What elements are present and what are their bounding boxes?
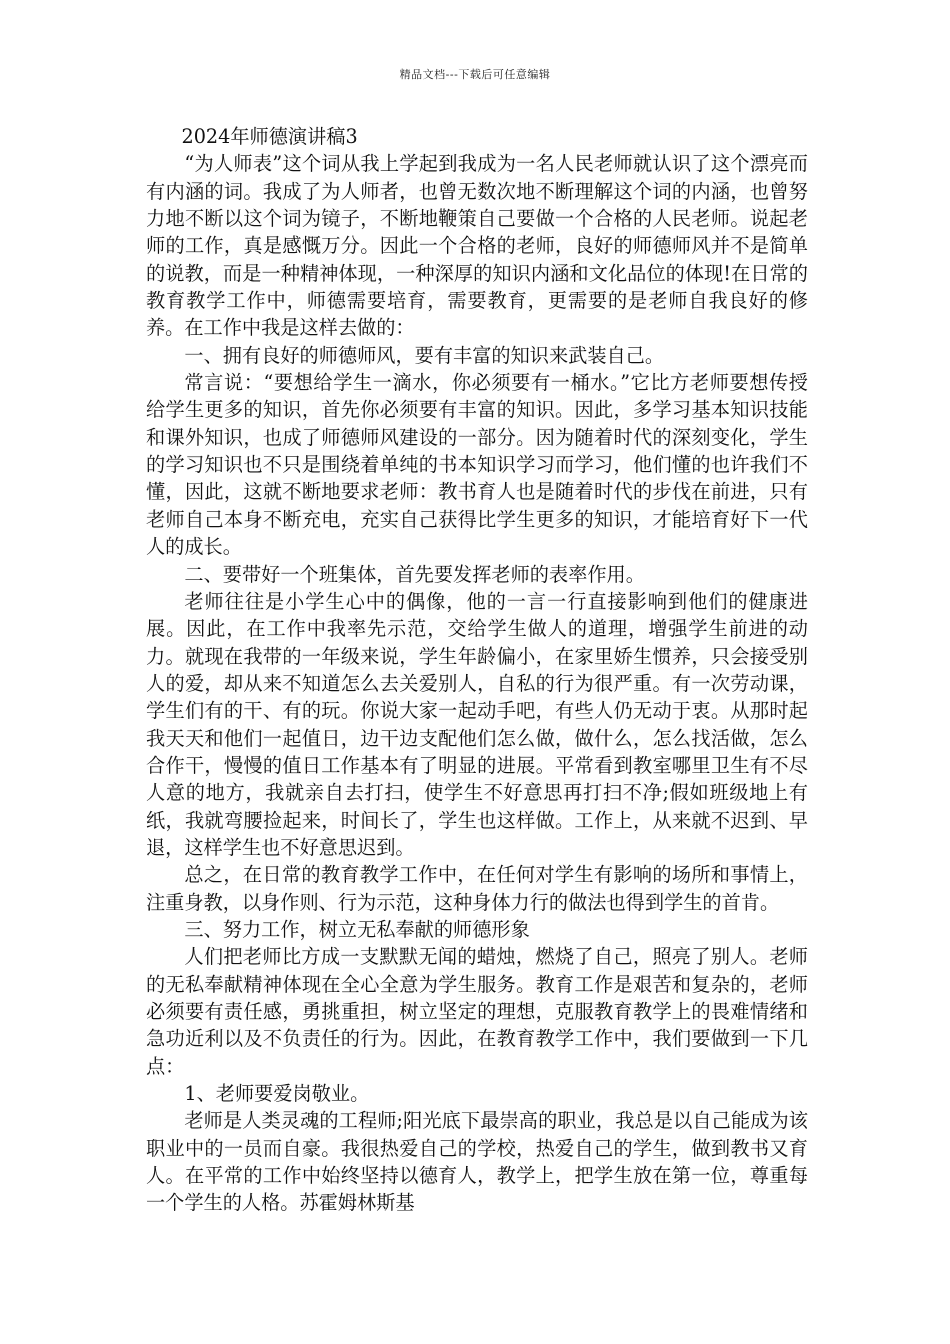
document-body [146, 123, 808, 1217]
paragraph-love-job: 老师是人类灵魂的工程师;阳光底下最崇高的职业，我总是以自己能成为该职业中的一员而自豪。我很热爱自己的学校，热爱自己的学生，做到教书又育人。在平常的工作中始终坚持以德育人，教学上，把学生放在第一位，尊重每一个学生的人格。苏霍姆林斯基 [146, 1109, 808, 1215]
section-heading-2: 二、要带好一个班集体，首先要发挥老师的表率作用。 [184, 562, 645, 586]
paragraph-intro: “为人师表”这个词从我上学起到我成为一名人民老师就认识了这个漂亮而有内涵的词。我成了为人师者，也曾无数次地不断理解这个词的内涵，也曾努力地不断以这个词为镜子，不断地鞭策自己要做一个合格的人民老师。说起老师的工作，真是感慨万分。因此一个合格的老师，良好的师德师风并不是简单的说教，而是一种精神体现，一种深厚的知识内涵和文化品位的体现!在日常的教育教学工作中，师德需要培育，需要教育，更需要的是老师自我良好的修养。在工作中我是这样去做的： [146, 152, 808, 340]
paragraph-summary: 总之，在日常的教育教学工作中，在任何对学生有影响的场所和事情上，注重身教，以身作则、行为示范，这种身体力行的做法也得到学生的首肯。 [146, 863, 808, 914]
page-header: 精品文档---下载后可任意编辑 [399, 68, 551, 81]
subheading-1: 1、老师要爱岗敬业。 [184, 1082, 370, 1106]
section-heading-1: 一、拥有良好的师德师风，要有丰富的知识来武装自己。 [184, 343, 665, 367]
paragraph-role-model: 老师往往是小学生心中的偶像，他的一言一行直接影响到他们的健康进展。因此，在工作中我率先示范，交给学生做人的道理，增强学生前进的动力。就现在我带的一年级来说，学生年龄偏小，在家里娇生惯养，只会接受别人的爱，却从来不知道怎么去关爱别人，自私的行为很严重。有一次劳动课，学生们有的干、有的玩。你说大家一起动手吧，有些人仍无动于衷。从那时起我天天和他们一起值日，边干边支配他们怎么做，做什么，怎么找活做，怎么合作干，慢慢的值日工作基本有了明显的进展。平常看到教室哪里卫生有不尽人意的地方，我就亲自去打扫，使学生不好意思再打扫不净;假如班级地上有纸，我就弯腰捡起来，时间长了，学生也这样做。工作上，从来就不迟到、早退，这样学生也不好意思迟到。 [146, 589, 808, 859]
paragraph-dedication: 人们把老师比方成一支默默无闻的蜡烛，燃烧了自己，照亮了别人。老师的无私奉献精神体现在全心全意为学生服务。教育工作是艰苦和复杂的，老师必须要有责任感，勇挑重担，树立坚定的理想，克服教育教学上的畏难情绪和急功近利以及不负责任的行为。因此，在教育教学工作中，我们要做到一下几点： [146, 945, 808, 1078]
document-title: 2024年师德演讲稿3 [181, 125, 358, 148]
paragraph-knowledge: 常言说：“要想给学生一滴水，你必须要有一桶水。”它比方老师要想传授给学生更多的知识，首先你必须要有丰富的知识。因此，多学习基本知识技能和课外知识，也成了师德师风建设的一部分。因为随着时代的深刻变化，学生的学习知识也不只是围绕着单纯的书本知识学习而学习，他们懂的也许我们不懂，因此，这就不断地要求老师：教书育人也是随着时代的步伐在前进，只有老师自己本身不断充电，充实自己获得比学生更多的知识，才能培育好下一代人的成长。 [146, 371, 808, 559]
section-heading-3: 三、努力工作，树立无私奉献的师德形象 [184, 917, 530, 941]
